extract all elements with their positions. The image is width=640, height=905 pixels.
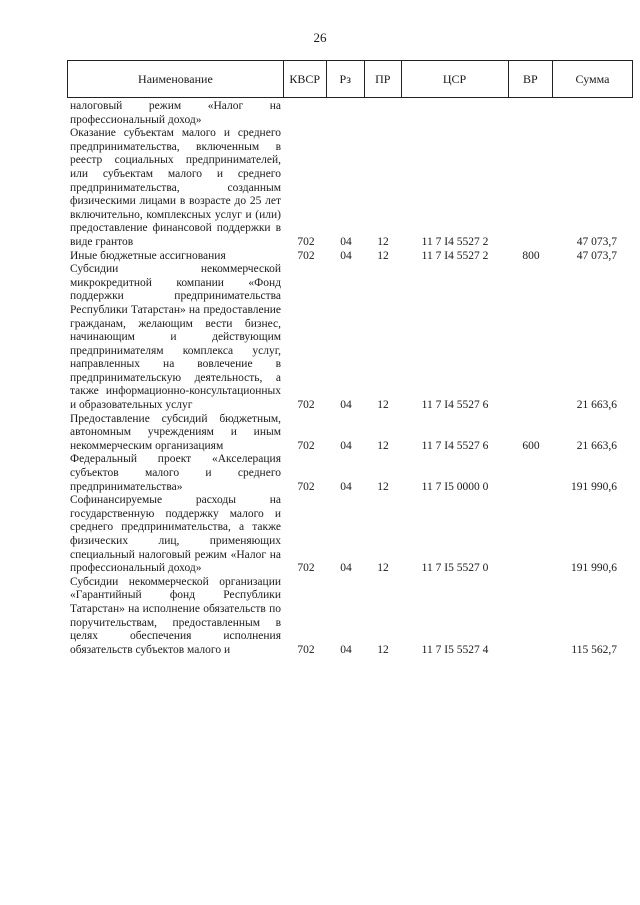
row-name: Софинансируемые расходы на государственную поддержку малого и среднего предпринимательства, а также физических лиц, применяющих специальный налоговый режим «Налог на профессиональный доход» (70, 494, 281, 575)
table-row (67, 127, 633, 249)
row-sum: 21 663,6 (576, 399, 617, 412)
row-csr: 11 7 I4 5527 2 (421, 249, 489, 262)
row-name: Оказание субъектам малого и среднего предпринимательства, включенным в реестр социальных предпринимателей, или субъектам малого и среднего предпринимательства, созданным физическими лицами в возрасте до 25 лет включительно, комплексных услуг и (или) предоставление финансовой поддержки в виде грантов (70, 127, 281, 248)
row-pr: 12 (377, 439, 389, 452)
row-name: Субсидии некоммерческой микрокредитной компании «Фонд поддержки предпринимательства Республики Татарстан» на предоставление гражданам, желающим вести бизнес, начинающим и действующим предпринимателям комплекса услуг, направленных на вовлечение в предпринимательскую деятельность, а также информационно-консультационных и образовательных услуг (70, 263, 281, 412)
column-header-kvsr: КВСР (283, 61, 326, 98)
row-name: Иные бюджетные ассигнования (70, 249, 226, 262)
row-sum: 47 073,7 (576, 249, 617, 262)
row-name: налоговый режим «Налог на профессиональный доход» (70, 100, 281, 126)
table-header (67, 60, 633, 98)
row-name: Предоставление субсидий бюджетным, автономным учреждениям и иным некоммерческим организациям (70, 412, 281, 452)
row-sum: 115 562,7 (571, 643, 617, 656)
row-kvsr: 702 (297, 399, 315, 412)
row-rz: 04 (340, 399, 352, 412)
row-rz: 04 (340, 249, 352, 262)
row-pr: 12 (377, 643, 389, 656)
row-vr: 800 (522, 249, 540, 262)
table-row (67, 100, 633, 127)
row-pr: 12 (377, 235, 389, 248)
column-header-pr: ПР (364, 61, 401, 98)
row-csr: 11 7 I4 5527 2 (421, 235, 489, 248)
row-csr: 11 7 I5 0000 0 (421, 480, 489, 493)
table-row (67, 494, 633, 576)
row-pr: 12 (377, 399, 389, 412)
row-csr: 11 7 I5 5527 4 (421, 643, 489, 656)
row-kvsr: 702 (297, 562, 315, 575)
row-sum: 21 663,6 (576, 439, 617, 452)
table-row (67, 250, 633, 264)
row-rz: 04 (340, 439, 352, 452)
row-kvsr: 702 (297, 235, 315, 248)
row-sum: 191 990,6 (571, 480, 617, 493)
row-pr: 12 (377, 480, 389, 493)
column-header-sum: Сумма (552, 61, 632, 98)
row-kvsr: 702 (297, 249, 315, 262)
row-csr: 11 7 I4 5527 6 (421, 399, 489, 412)
row-kvsr: 702 (297, 439, 315, 452)
table-row (67, 453, 633, 494)
row-name: Федеральный проект «Акселерация субъектов малого и среднего предпринимательства» (70, 453, 281, 493)
budget-table-body (67, 100, 633, 657)
row-csr: 11 7 I5 5527 0 (421, 562, 489, 575)
table-row (67, 413, 633, 454)
row-sum: 47 073,7 (576, 235, 617, 248)
row-kvsr: 702 (297, 480, 315, 493)
row-rz: 04 (340, 480, 352, 493)
row-rz: 04 (340, 562, 352, 575)
row-csr: 11 7 I4 5527 6 (421, 439, 489, 452)
row-rz: 04 (340, 643, 352, 656)
row-vr: 600 (522, 439, 540, 452)
row-pr: 12 (377, 249, 389, 262)
table-row (67, 263, 633, 413)
row-name: Субсидии некоммерческой организации «Гарантийный фонд Республики Татарстан» на исполнение обязательств по поручительствам, предоставленным в целях обеспечения исполнения обязательств субъектов малого и (70, 575, 281, 656)
column-header-csr: ЦСР (401, 61, 508, 98)
row-sum: 191 990,6 (571, 562, 617, 575)
row-pr: 12 (377, 562, 389, 575)
column-header-rz: Рз (326, 61, 364, 98)
column-header-name: Наименование (68, 61, 284, 98)
column-header-vr: ВР (508, 61, 552, 98)
page-number: 26 (313, 30, 327, 45)
table-row (67, 576, 633, 658)
row-rz: 04 (340, 235, 352, 248)
row-kvsr: 702 (297, 643, 315, 656)
